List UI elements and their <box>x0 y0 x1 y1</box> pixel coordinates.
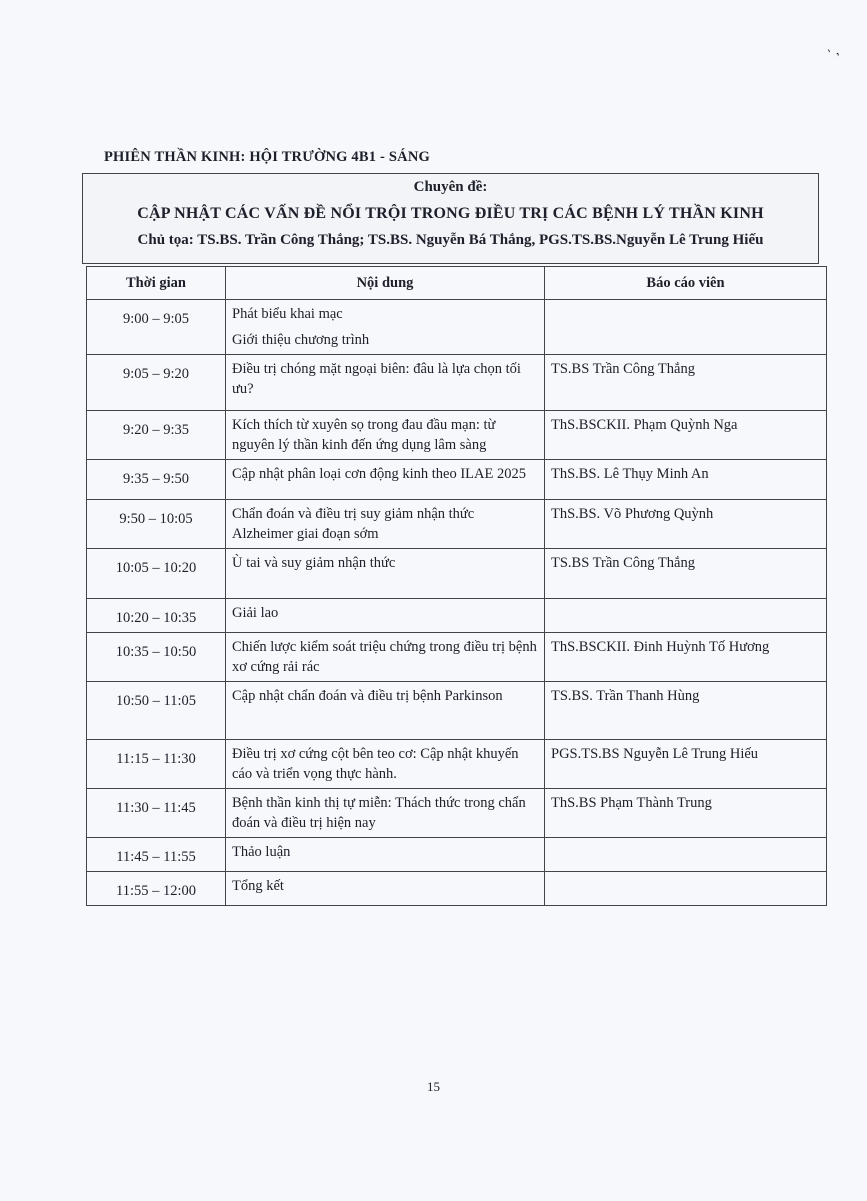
content-cell: Cập nhật phân loại cơn động kinh theo ILAE 2025 <box>226 460 545 500</box>
table-row <box>87 549 827 599</box>
table-row <box>87 500 827 549</box>
content-cell: Giải lao <box>226 599 545 633</box>
table-row <box>87 633 827 682</box>
content-line: Phát biểu khai mạc <box>232 306 343 322</box>
time-cell: 10:05 – 10:20 <box>87 549 226 599</box>
content-cell: Chẩn đoán và điều trị suy giảm nhận thức Alzheimer giai đoạn sớm <box>226 500 545 549</box>
content-cell: Điều trị chóng mặt ngoại biên: đâu là lựa chọn tối ưu? <box>226 355 545 411</box>
time-cell: 9:35 – 9:50 <box>87 460 226 500</box>
content-cell <box>226 300 545 355</box>
speaker-cell: TS.BS. Trần Thanh Hùng <box>545 682 827 740</box>
speaker-cell: ThS.BSCKII. Đinh Huỳnh Tố Hương <box>545 633 827 682</box>
content-cell: Bệnh thần kinh thị tự miễn: Thách thức trong chẩn đoán và điều trị hiện nay <box>226 789 545 838</box>
time-cell: 11:30 – 11:45 <box>87 789 226 838</box>
time-cell: 9:20 – 9:35 <box>87 411 226 460</box>
table-row <box>87 460 827 500</box>
time-cell: 11:15 – 11:30 <box>87 740 226 789</box>
table-row <box>87 599 827 633</box>
table-row <box>87 300 827 355</box>
topic-label: Chuyên đề: <box>413 179 488 195</box>
speaker-cell: TS.BS Trần Công Thắng <box>545 355 827 411</box>
table-header-row <box>87 267 827 300</box>
table-row <box>87 838 827 872</box>
content-cell: Cập nhật chẩn đoán và điều trị bệnh Parkinson <box>226 682 545 740</box>
time-cell: 11:55 – 12:00 <box>87 872 226 906</box>
page-number: 15 <box>427 1079 440 1094</box>
content-line: Giới thiệu chương trình <box>232 332 370 348</box>
column-header-content: Nội dung <box>226 267 545 300</box>
content-cell: Điều trị xơ cứng cột bên teo cơ: Cập nhật khuyến cáo và triển vọng thực hành. <box>226 740 545 789</box>
column-header-time: Thời gian <box>87 267 226 300</box>
time-cell: 9:00 – 9:05 <box>87 300 226 355</box>
time-cell: 10:50 – 11:05 <box>87 682 226 740</box>
speaker-cell: TS.BS Trần Công Thắng <box>545 549 827 599</box>
topic-header <box>82 173 819 264</box>
speaker-cell <box>545 599 827 633</box>
table-row <box>87 789 827 838</box>
speaker-cell <box>545 838 827 872</box>
time-cell: 9:05 – 9:20 <box>87 355 226 411</box>
chairs: Chủ tọa: TS.BS. Trần Công Thắng; TS.BS. Nguyễn Bá Thắng, PGS.TS.BS.Nguyễn Lê Trung Hiếu <box>137 232 764 248</box>
table-row <box>87 872 827 906</box>
topic-title: CẬP NHẬT CÁC VẤN ĐỀ NỔI TRỘI TRONG ĐIỀU TRỊ CÁC BỆNH LÝ THẦN KINH <box>137 205 764 222</box>
column-header-speaker: Báo cáo viên <box>545 267 827 300</box>
session-title: PHIÊN THẦN KINH: HỘI TRƯỜNG 4B1 - SÁNG <box>104 149 430 165</box>
scan-mark: ' , <box>825 42 841 61</box>
time-cell: 10:20 – 10:35 <box>87 599 226 633</box>
time-cell: 9:50 – 10:05 <box>87 500 226 549</box>
table-row <box>87 682 827 740</box>
speaker-cell: ThS.BS. Lê Thụy Minh An <box>545 460 827 500</box>
speaker-cell: ThS.BS. Võ Phương Quỳnh <box>545 500 827 549</box>
content-cell: Tổng kết <box>226 872 545 906</box>
table-row <box>87 411 827 460</box>
speaker-cell <box>545 300 827 355</box>
table-row <box>87 355 827 411</box>
content-cell: Ù tai và suy giảm nhận thức <box>226 549 545 599</box>
speaker-cell: ThS.BSCKII. Phạm Quỳnh Nga <box>545 411 827 460</box>
time-cell: 10:35 – 10:50 <box>87 633 226 682</box>
speaker-cell: ThS.BS Phạm Thành Trung <box>545 789 827 838</box>
speaker-cell: PGS.TS.BS Nguyễn Lê Trung Hiếu <box>545 740 827 789</box>
content-cell: Chiến lược kiểm soát triệu chứng trong điều trị bệnh xơ cứng rải rác <box>226 633 545 682</box>
content-cell: Kích thích từ xuyên sọ trong đau đầu mạn: từ nguyên lý thần kinh đến ứng dụng lâm sàng <box>226 411 545 460</box>
table-row <box>87 740 827 789</box>
schedule-table <box>86 266 827 906</box>
time-cell: 11:45 – 11:55 <box>87 838 226 872</box>
speaker-cell <box>545 872 827 906</box>
content-cell: Thảo luận <box>226 838 545 872</box>
